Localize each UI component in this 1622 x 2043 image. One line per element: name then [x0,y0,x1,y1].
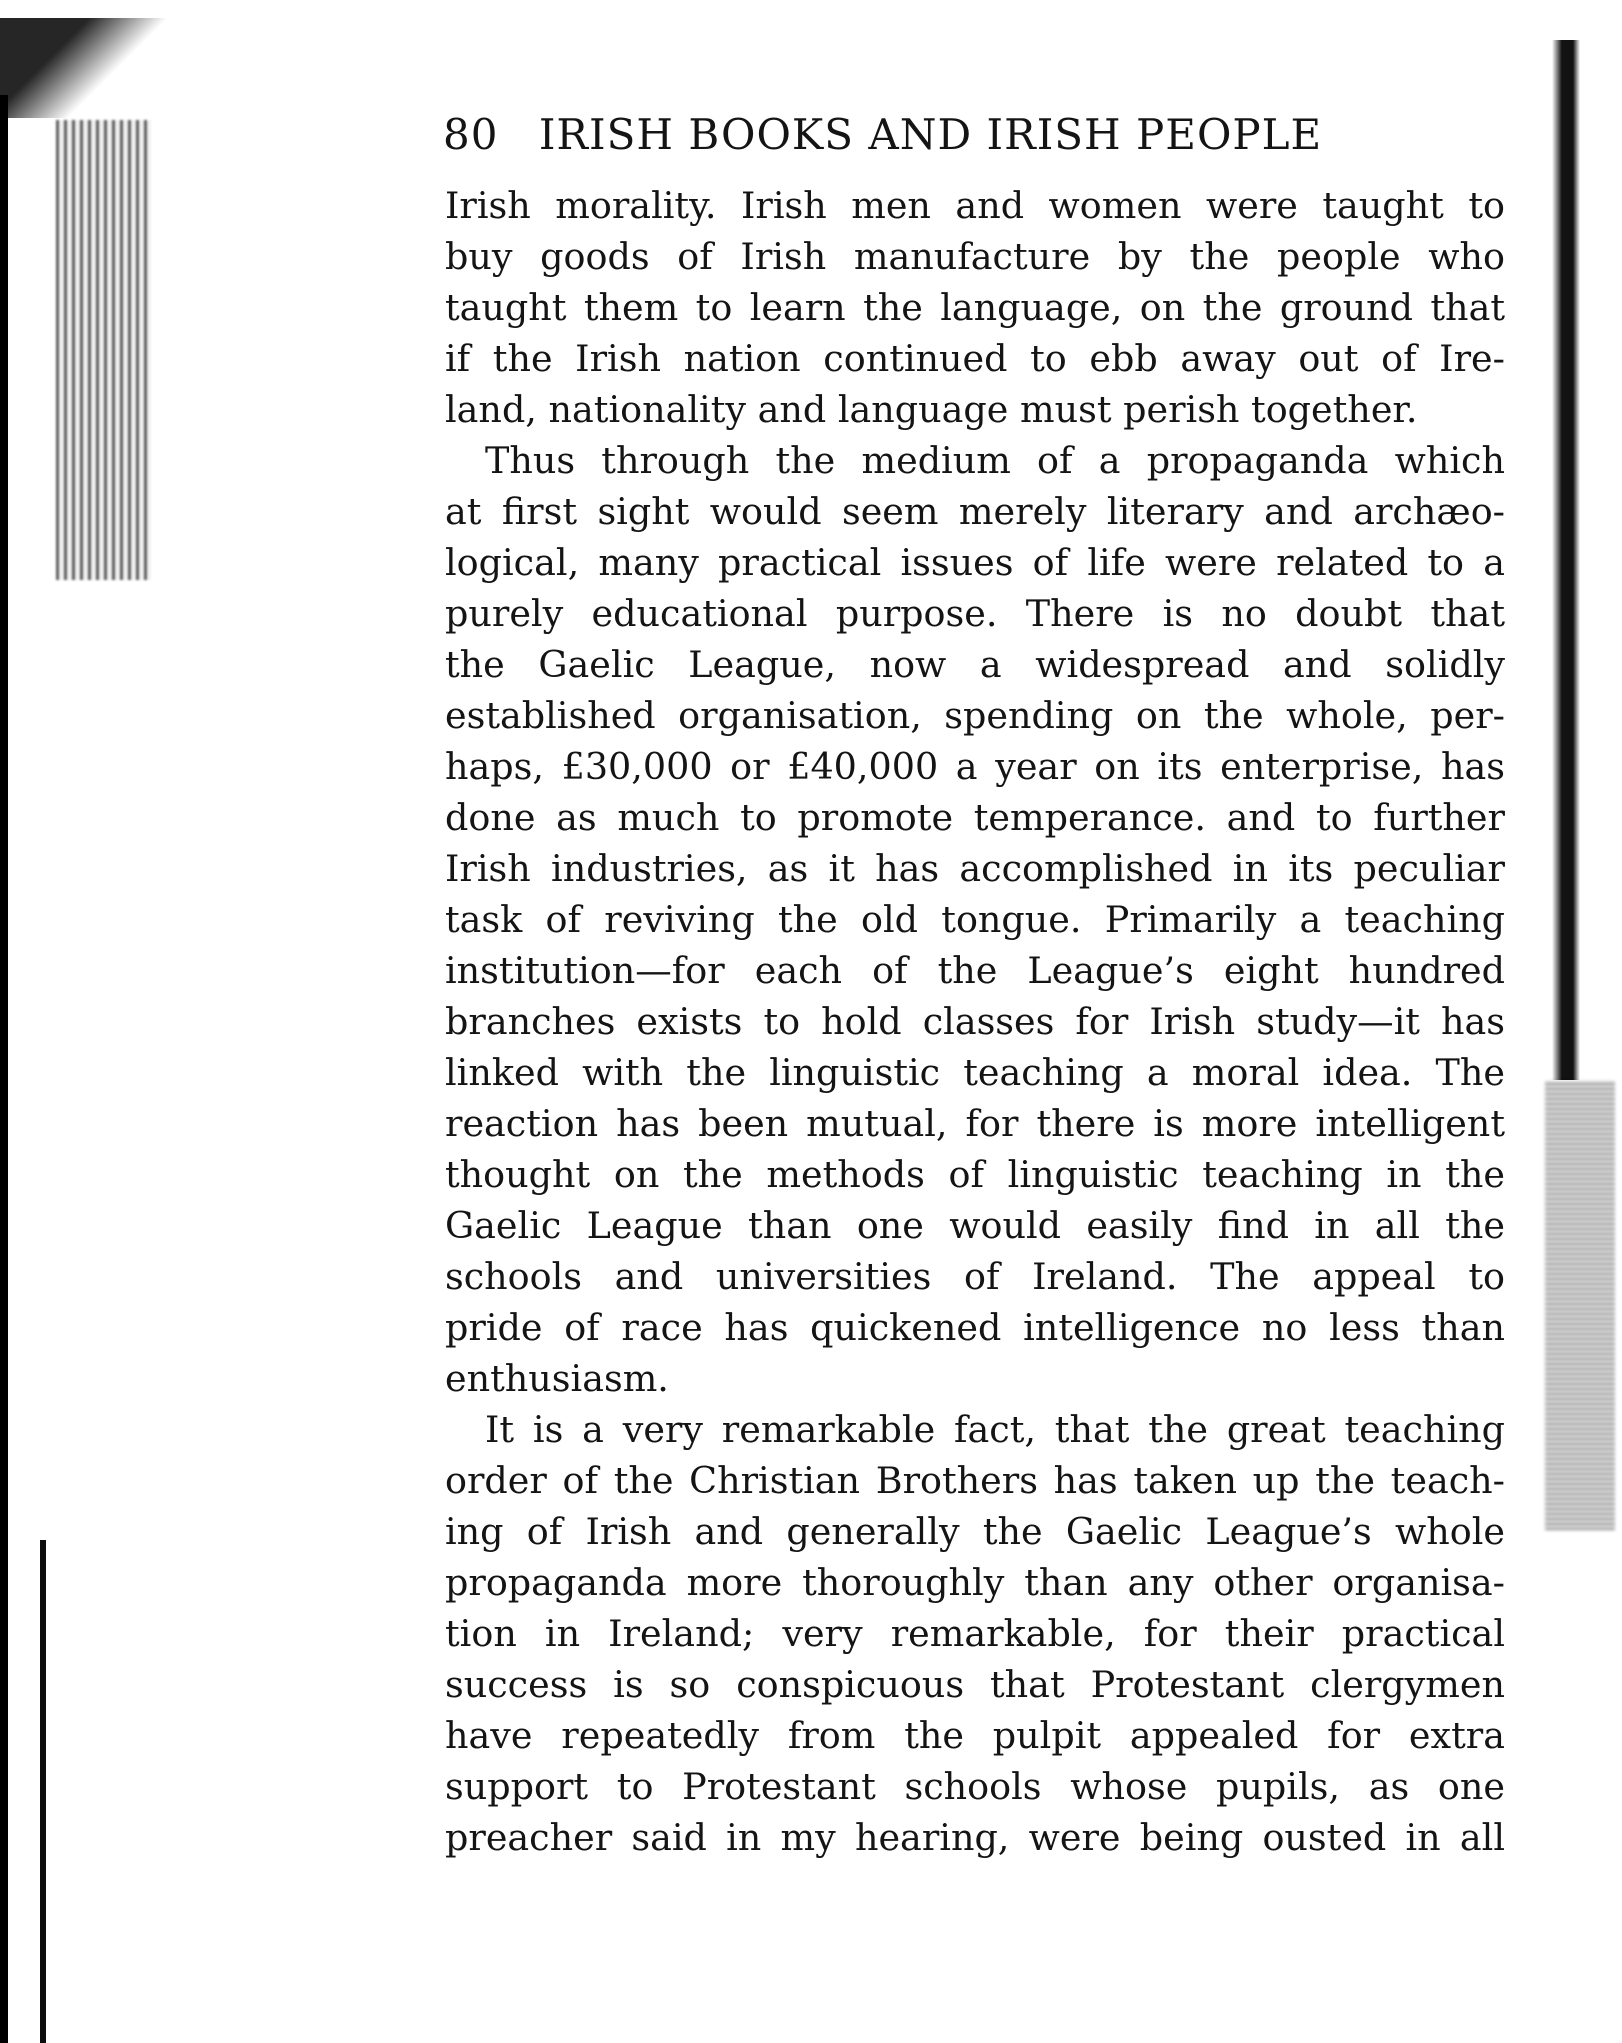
text-line: schools and universities of Ireland. The appeal to [445,1255,1505,1298]
text-line: task of reviving the old tongue. Primarily a teaching [445,898,1505,941]
text-line: established organisation, spending on the whole, per- [445,694,1505,737]
text-line: support to Protestant schools whose pupils, as one [445,1765,1505,1808]
text-line: It is a very remarkable fact, that the great teaching [485,1408,1505,1451]
text-line: have repeatedly from the pulpit appealed for extra [445,1714,1505,1757]
scan-left-bottom-edge [40,1540,46,2043]
text-line: purely educational purpose. There is no doubt that [445,592,1505,635]
text-line: enthusiasm. [445,1357,669,1400]
text-line: logical, many practical issues of life were related to a [445,541,1505,584]
text-line: Irish industries, as it has accomplished in its peculiar [445,847,1505,890]
text-line: Gaelic League than one would easily find in all the [445,1204,1505,1247]
text-line: pride of race has quickened intelligence no less than [445,1306,1505,1349]
running-title: IRISH BOOKS AND IRISH PEOPLE [538,110,1323,159]
body-text [445,180,1505,1863]
text-line: branches exists to hold classes for Irish study—it has [445,1000,1505,1043]
text-line: at first sight would seem merely literary and archæo- [445,490,1505,533]
text-line: haps, £30,000 or £40,000 a year on its enterprise, has [445,745,1505,788]
text-line: if the Irish nation continued to ebb away out of Ire- [445,337,1505,380]
scan-left-edge [0,95,8,2043]
text-line: the Gaelic League, now a widespread and solidly [445,643,1505,686]
text-line: propaganda more thoroughly than any other organisa- [445,1561,1505,1604]
text-line: done as much to promote temperance. and to further [445,796,1505,839]
scan-right-smear [1552,40,1580,1080]
scan-left-smear [56,120,151,580]
text-line: success is so conspicuous that Protestant clergymen [445,1663,1505,1706]
text-line: buy goods of Irish manufacture by the people who [445,235,1505,278]
text-line: ing of Irish and generally the Gaelic League’s whole [445,1510,1505,1553]
text-line: tion in Ireland; very remarkable, for their practical [445,1612,1505,1655]
text-line: Thus through the medium of a propaganda which [485,439,1505,482]
page-number: 80 [443,110,499,159]
text-line: institution—for each of the League’s eight hundred [445,949,1505,992]
text-line: thought on the methods of linguistic teaching in the [445,1153,1505,1196]
text-line: linked with the linguistic teaching a moral idea. The [445,1051,1505,1094]
text-line: land, nationality and language must perish together. [445,388,1418,431]
running-header [443,100,1373,170]
text-line: Irish morality. Irish men and women were taught to [445,184,1505,227]
text-line: taught them to learn the language, on the ground that [445,286,1505,329]
scan-shadow-corner [0,18,180,118]
text-line: order of the Christian Brothers has taken up the teach- [445,1459,1505,1502]
text-line: preacher said in my hearing, were being ousted in all [445,1816,1505,1859]
scan-right-speckle [1545,1080,1615,1530]
text-line: reaction has been mutual, for there is more intelligent [445,1102,1505,1145]
